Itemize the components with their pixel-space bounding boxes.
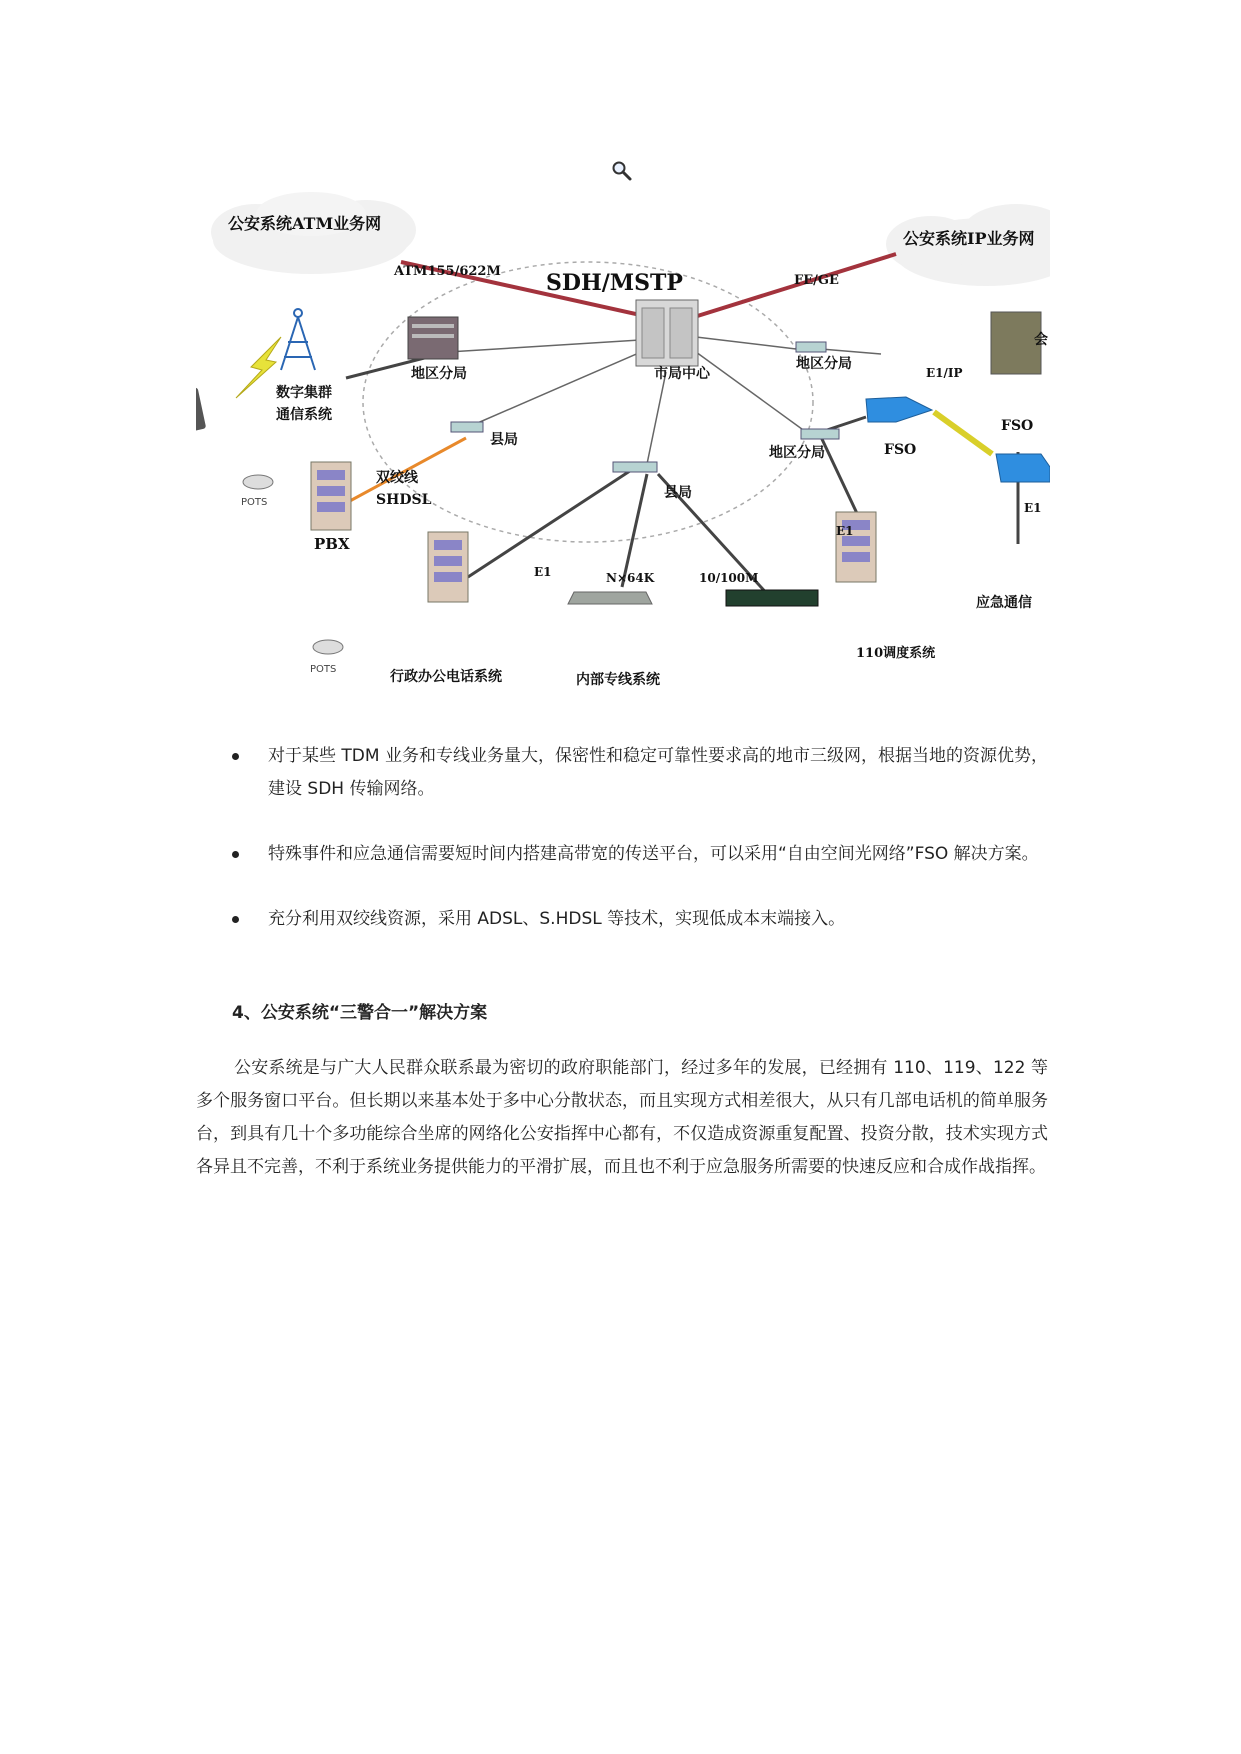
telephone-icon <box>243 475 273 489</box>
atm-link-label: ATM155/622M <box>394 264 501 279</box>
section-heading: 4、公安系统“三警合一”解决方案 <box>232 1003 488 1023</box>
bullet-item <box>226 838 1056 871</box>
network-switch <box>726 590 818 606</box>
mobile-phone-icon <box>196 387 206 431</box>
bullet-dot <box>232 916 239 923</box>
city-center-label: 市局中心 <box>654 366 710 382</box>
bullet-text: 充分利用双绞线资源，采用 ADSL、S.HDSL 等技术，实现低成本末端接入。 <box>268 909 846 929</box>
bullet-list <box>226 740 1056 968</box>
dispatch-110-rack <box>836 512 876 582</box>
cloud-right-label: 公安系统IP业务网 <box>903 229 1035 248</box>
pots-label-2: POTS <box>310 664 337 675</box>
right-edge-label: 会 <box>1034 332 1048 348</box>
pbx-label: PBX <box>314 535 350 553</box>
fso-unit-right <box>996 454 1050 482</box>
dispatch-110-label: 110调度系统 <box>856 646 936 661</box>
emergency-label: 应急通信 <box>976 595 1032 611</box>
bullet-text: 对于某些 TDM 业务和专线业务量大，保密性和稳定可靠性要求高的地市三级网，根据当地的资源优势，建设 SDH 传输网络。 <box>268 746 1048 799</box>
county-lower-label: 县局 <box>664 485 692 501</box>
county-switch-lower <box>613 462 657 472</box>
lightning-icon <box>236 337 281 398</box>
admin-phone-label: 行政办公电话系统 <box>390 669 502 685</box>
trunking-label: 数字集群通信系统 <box>276 385 332 423</box>
county-switch-upper <box>451 422 483 432</box>
nx64-link-label: N×64K <box>606 571 655 585</box>
bullet-dot <box>232 753 239 760</box>
twisted-pair-label: 双绞线 SHDSL <box>376 470 432 508</box>
fege-link-label: FE/GE <box>794 273 839 288</box>
fso-unit-left <box>866 397 932 422</box>
sdh-mstp-label: SDH/MSTP <box>546 270 683 296</box>
pots-label-1: POTS <box>241 497 268 508</box>
e1-link-label-c: E1 <box>1024 501 1042 515</box>
e1-link-label: E1 <box>534 565 552 579</box>
e1ip-link-label: E1/IP <box>926 366 963 380</box>
district-switch-right-bottom <box>801 429 839 439</box>
fso-right-label: FSO <box>1001 418 1034 434</box>
county-upper-label: 县局 <box>490 432 518 448</box>
pbx-rack <box>311 462 351 530</box>
district-right-top-label: 地区分局 <box>796 356 852 372</box>
bullet-item <box>226 903 1056 936</box>
body-paragraph: 公安系统是与广大人民群众联系最为密切的政府职能部门，经过多年的发展，已经拥有 110、119、122 等多个服务窗口平台。但长期以来基本处于多中心分散状态，而且实现方式相差很大，从只有几部电话机的简单服务台，到具有几十个多功能综合坐席的网络化公安指挥中心都有，不仅造成资源重复配置、投资分散，技术实现方式各异且不完善，不利于系统业务提供能力的平滑扩展，而且也不利于应急服务所需要的快速反应和合成作战指挥。 <box>196 1058 1048 1177</box>
cloud-left-label: 公安系统ATM业务网 <box>228 214 382 233</box>
district-device-left <box>408 317 458 359</box>
telephone-icon <box>313 640 343 654</box>
e1-link-label-b: E1 <box>836 524 854 538</box>
private-line-device <box>568 592 652 604</box>
bullet-item <box>226 740 1056 806</box>
district-left-label: 地区分局 <box>411 366 467 382</box>
fso-beam <box>934 412 992 454</box>
bullet-text: 特殊事件和应急通信需要短时间内搭建高带宽的传送平台，可以采用“自由空间光网络”FSO 解决方案。 <box>268 844 1039 864</box>
private-line-label: 内部专线系统 <box>576 672 660 688</box>
sdh-mstp-equipment <box>636 300 698 366</box>
magnifier-icon[interactable] <box>611 160 633 182</box>
radio-tower-icon <box>281 309 315 370</box>
admin-phone-rack <box>428 532 468 602</box>
network-diagram <box>196 192 1050 710</box>
bullet-dot <box>232 851 239 858</box>
district-switch-right-top <box>796 342 826 352</box>
fso-left-label: FSO <box>884 442 917 458</box>
cloud-left <box>211 192 416 274</box>
district-right-bottom-label: 地区分局 <box>769 445 825 461</box>
10-100m-link-label: 10/100M <box>699 571 759 585</box>
